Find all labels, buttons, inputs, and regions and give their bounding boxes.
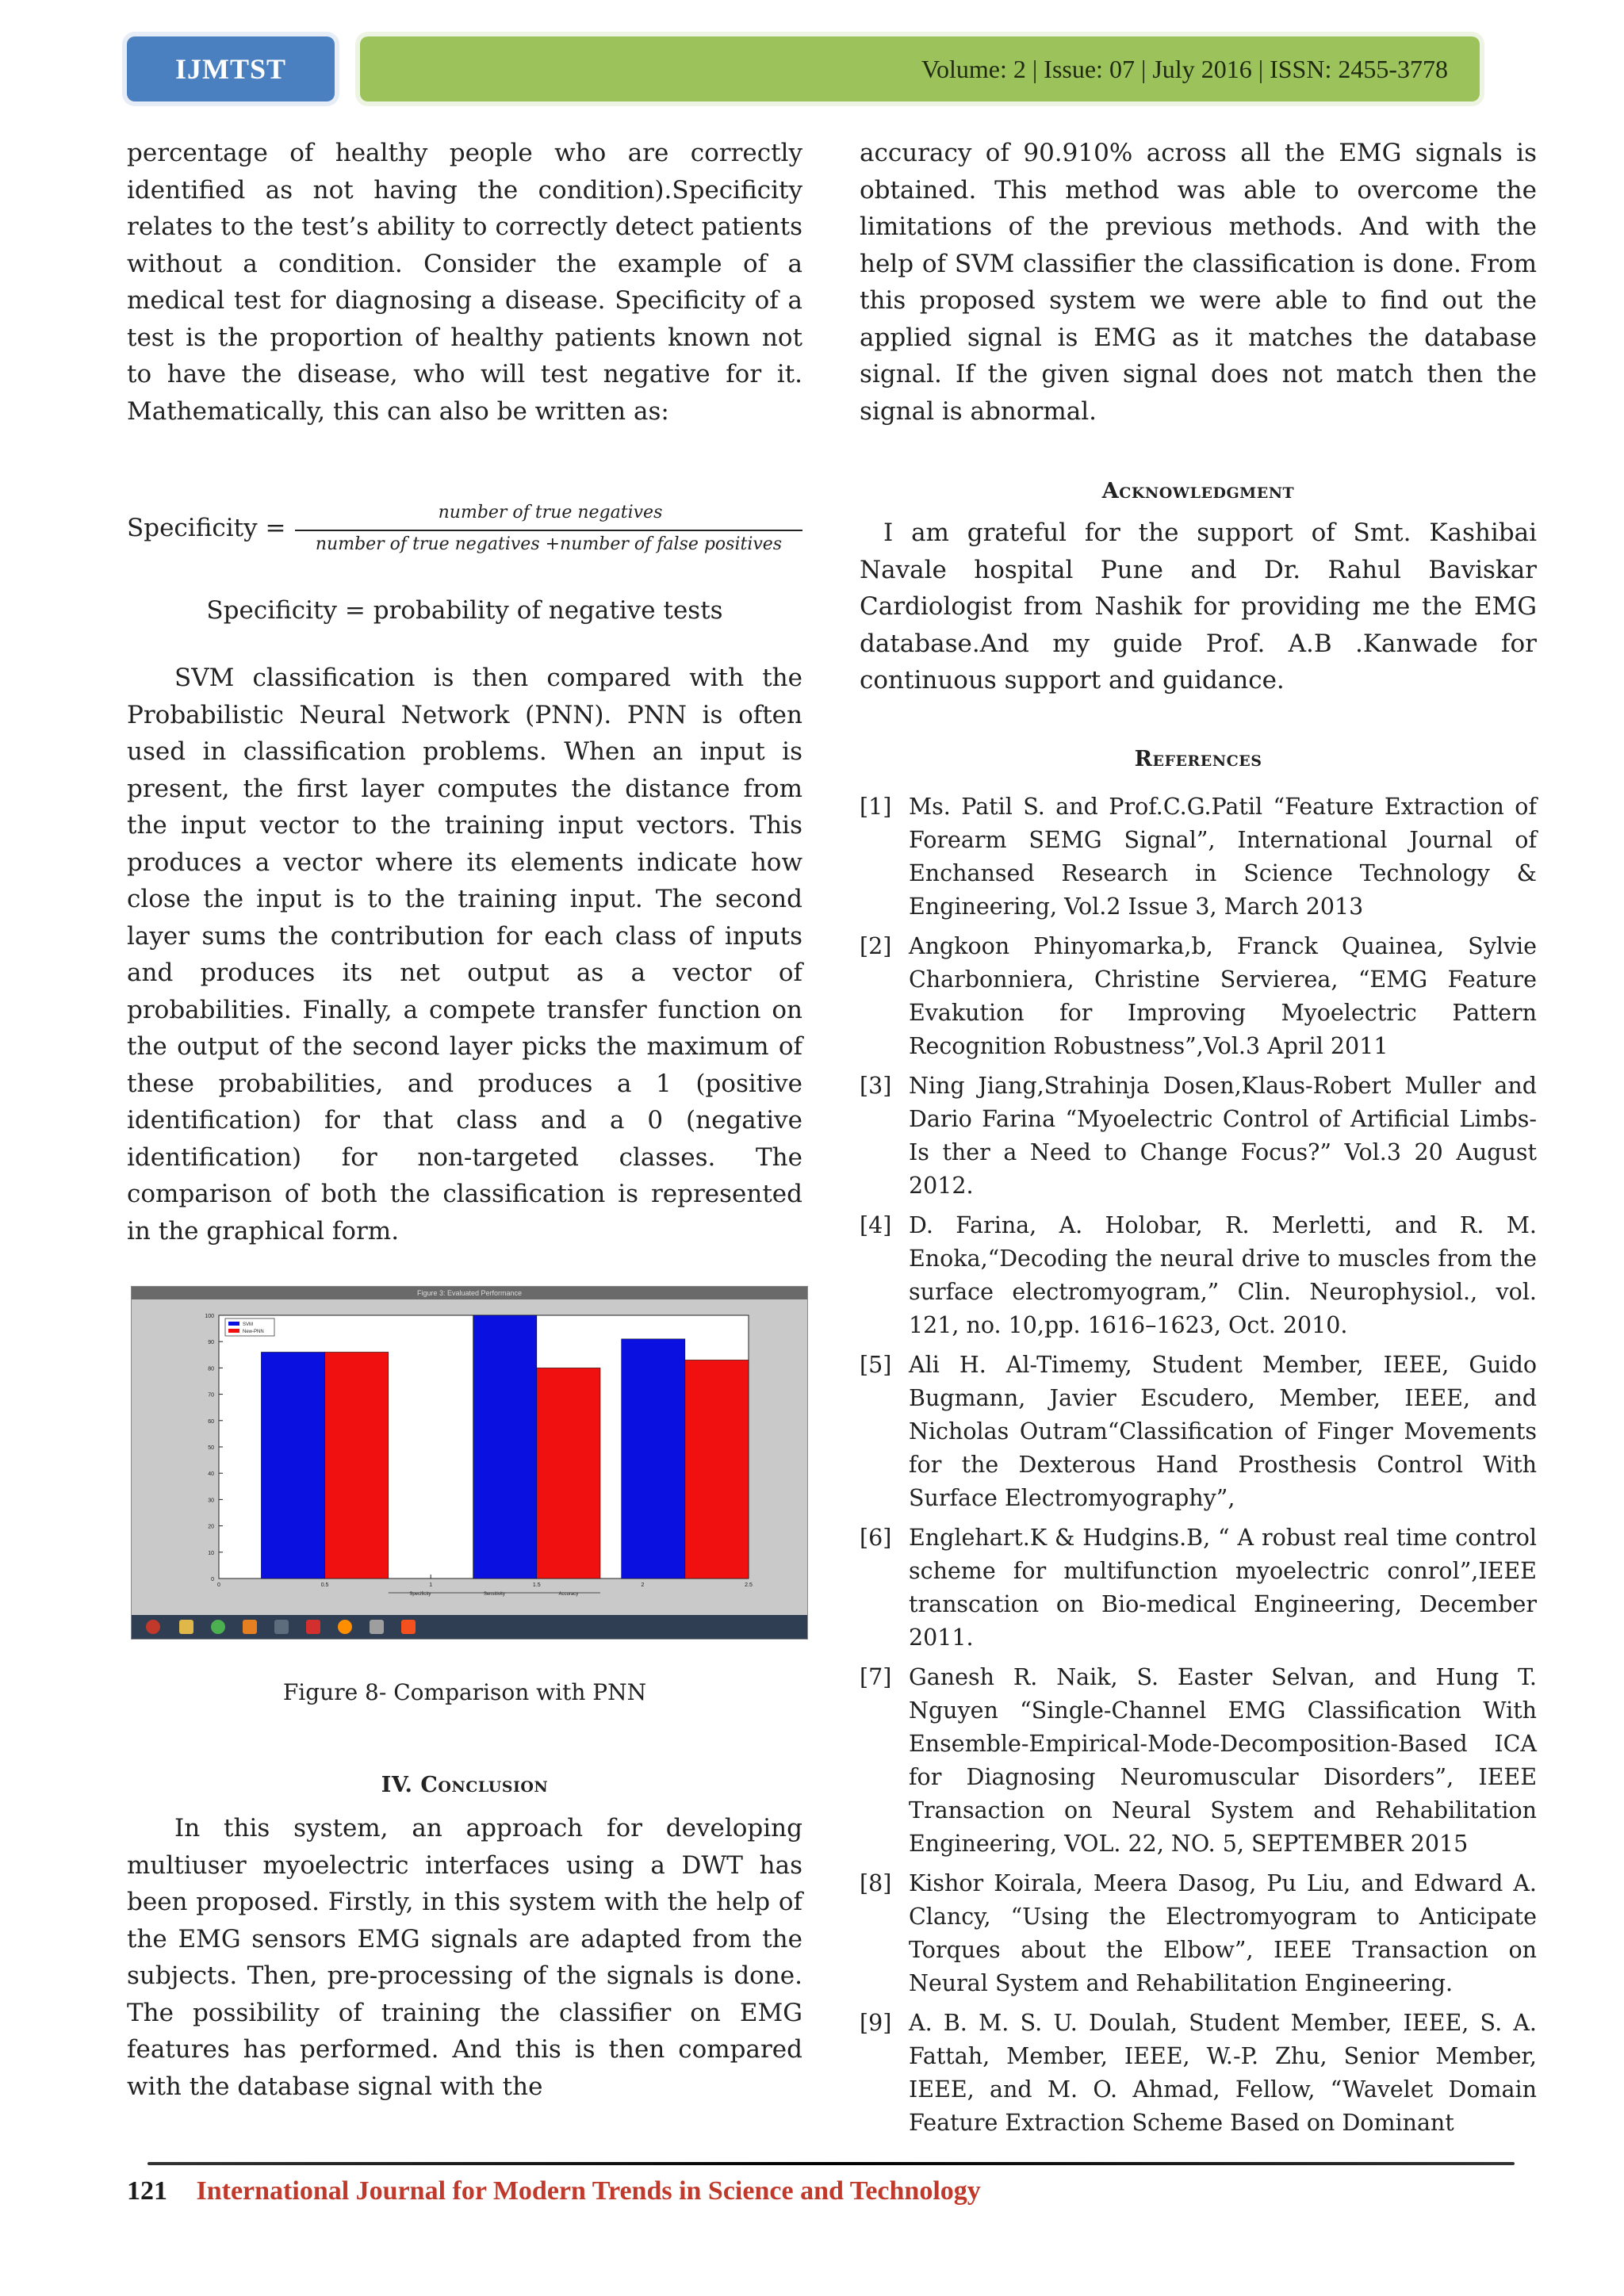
x-tick-label: 2.5 <box>745 1582 753 1588</box>
start-icon <box>146 1620 160 1634</box>
reference-item <box>860 1349 1537 1515</box>
bar-svm-sensitivity <box>473 1315 537 1578</box>
pdf-icon <box>306 1620 320 1634</box>
reference-text: Ms. Patil S. and Prof.C.G.Patil “Feature Extraction of Forearm SEMG Signal”, International Journal of Enchansed Research in Science Technology & Engineering, Vol.2 Issue 3, March 2013 <box>909 793 1537 920</box>
reference-text: Ning Jiang,Strahinja Dosen,Klaus-Robert Muller and Dario Farina “Myoelectric Control of Artificial Limbs-Is ther a Need to Change Focus?” Vol.3 20 August 2012. <box>909 1072 1537 1199</box>
bar-svm-specificity <box>261 1352 324 1578</box>
reference-text: D. Farina, A. Holobar, R. Merletti, and R. M. Enoka,“Decoding the neural drive to muscles from the surface electromyogram,” Clin. Neurophysiol., vol. 121, no. 10,pp. 1616–1623, Oct. 2010. <box>909 1211 1537 1338</box>
reference-text: Kishor Koirala, Meera Dasog, Pu Liu, and Edward A. Clancy, “Using the Electromyogram to Anticipate Torques about the Elbow”, IEEE Transaction on Neural System and Rehabilitation Engineering. <box>909 1869 1537 1996</box>
formula-denominator: number of true negatives +number of false positives <box>315 534 783 554</box>
right-paragraph-1: accuracy of 90.910% across all the EMG signals is obtained. This method was able to overcome the limitations of the previous methods. And with the help of SVM classifier the classification is done. From this proposed system we were able to find out the applied signal is EMG as it matches the database signal. If the given signal does not match then the signal is abnormal. <box>860 139 1537 426</box>
reference-item <box>860 1070 1537 1203</box>
reference-text: Angkoon Phinyomarka,b, Franck Quainea, Sylvie Charbonniera, Christine Servierea, “EMG Feature Evakution for Improving Myoelectric Pattern Recognition Robustness”,Vol.3 April 2011 <box>909 932 1537 1059</box>
legend-swatch <box>228 1322 239 1326</box>
bar-chart <box>132 1299 807 1615</box>
reference-number: [9] <box>860 2009 892 2036</box>
left-paragraph-1: percentage of healthy people who are correctly identified as not having the condition).Specificity relates to the test’s ability to correctly detect patients without a condition. Consider the example of a medical test for diagnosing a disease. Specificity of a test is the proportion of healthy patients known not to have the disease, who will test negative for it. Mathematically, this can also be written as: <box>127 139 802 426</box>
acknowledgment-paragraph: I am grateful for the support of Smt. Kashibai Navale hospital Pune and Dr. Rahul Baviskar Cardiologist from Nashik for providing me the EMG database.And my guide Prof. A.B .Kanwade for continuous support and guidance. <box>860 519 1537 695</box>
left-paragraph-2: SVM classification is then compared with the Probabilistic Neural Network (PNN). PNN is often used in classification problems. When an input is present, the first layer computes the distance from the input vector to the training input vectors. This produces a vector where its elements indicate how close the input is to the training input. The second layer sums the contribution for each class of inputs and produces its net output as a vector of probabilities. Finally, a compete transfer function on the output of the second layer picks the maximum of these probabilities, and produces a 1 (positive identification) for that class and a 0 (negative identification) for non-targeted classes. The comparison of both the classification is represented in the graphical form. <box>127 664 802 1246</box>
reference-number: [4] <box>860 1211 892 1238</box>
conclusion-section <box>127 1773 802 2105</box>
specificity-formula <box>127 499 802 563</box>
references-title: References <box>1134 746 1262 771</box>
formula-lhs: Specificity = <box>127 514 286 542</box>
figure-window-titlebar: Figure 3: Evaluated Performance <box>132 1287 807 1299</box>
journal-name: International Journal for Modern Trends in Science and Technology <box>196 2176 981 2206</box>
issue-info: Volume: 2 | Issue: 07 | July 2016 | ISSN: 2455-3778 <box>921 54 1448 83</box>
y-tick-label: 90 <box>208 1340 214 1346</box>
browser-icon <box>211 1620 225 1634</box>
figure-caption: Figure 8- Comparison with PNN <box>282 1679 647 1705</box>
tool-icon <box>370 1620 384 1634</box>
reference-item <box>860 2007 1537 2140</box>
reference-item <box>860 790 1537 924</box>
figure-evaluated-performance <box>131 1286 808 1640</box>
page-number: 121 <box>127 2176 167 2206</box>
reference-text: Ganesh R. Naik, S. Easter Selvan, and Hung T. Nguyen “Single-Channel EMG Classification With Ensemble-Empirical-Mode-Decomposition-Based ICA for Diagnosing Neuromuscular Disorders”, IEEE Transaction on Neural System and Rehabilitation Engineering, VOL. 22, NO. 5, SEPTEMBER 2015 <box>909 1663 1537 1857</box>
references-list <box>860 790 1537 2140</box>
legend-swatch <box>228 1329 239 1333</box>
reference-item <box>860 1661 1537 1861</box>
y-tick-label: 0 <box>211 1577 214 1582</box>
category-label: Accuracy <box>558 1592 579 1597</box>
y-tick-label: 60 <box>208 1418 214 1425</box>
x-tick-label: 2 <box>641 1582 645 1588</box>
reference-text: A. B. M. S. U. Doulah, Student Member, IEEE, S. A. Fattah, Member, IEEE, W.-P. Zhu, Senior Member, IEEE, and M. O. Ahmad, Fellow, “Wavelet Domain Feature Extraction Scheme Based on Dominant <box>909 2009 1537 2136</box>
reference-text: Ali H. Al-Timemy, Student Member, IEEE, Guido Bugmann, Javier Escudero, Member, IEEE, and Nicholas Outram“Classification of Finger Movements for the Dexterous Hand Prosthesis Control With Surface Electromyography”, <box>909 1351 1537 1511</box>
left-column-middle <box>127 660 802 1249</box>
reference-text: Englehart.K & Hudgins.B, “ A robust real time control scheme for multifunction myoelectric conrol”,IEEE transcation on Bio-medical Engineering, December 2011. <box>909 1524 1537 1651</box>
right-column <box>860 135 1537 2146</box>
reference-number: [8] <box>860 1869 892 1896</box>
reference-item <box>860 1521 1537 1655</box>
category-labels <box>389 1592 600 1597</box>
y-tick-label: 70 <box>208 1392 214 1399</box>
y-tick-label: 80 <box>208 1366 214 1372</box>
reference-number: [5] <box>860 1351 892 1378</box>
reference-item <box>860 1209 1537 1342</box>
footer <box>127 2176 981 2206</box>
reference-number: [7] <box>860 1663 892 1690</box>
reference-item <box>860 1867 1537 2000</box>
matlab-icon <box>401 1620 416 1634</box>
reference-number: [2] <box>860 932 892 959</box>
reference-item <box>860 930 1537 1063</box>
y-tick-label: 10 <box>208 1550 214 1556</box>
y-tick-label: 50 <box>208 1445 214 1451</box>
specificity-definition: Specificity = probability of negative tests <box>206 596 723 625</box>
issue-info-banner <box>360 36 1480 101</box>
x-tick-label: 0.5 <box>320 1582 329 1588</box>
bar-new-pnn-specificity <box>325 1352 389 1578</box>
left-column-top <box>127 135 802 430</box>
y-tick-label: 100 <box>205 1314 214 1319</box>
reference-number: [1] <box>860 793 892 820</box>
formula-numerator: number of true negatives <box>438 503 663 522</box>
legend <box>225 1318 274 1336</box>
conclusion-title: IV. Conclusion <box>381 1773 549 1797</box>
acknowledgment-title: Acknowledgment <box>1101 479 1295 503</box>
footer-rule <box>147 2162 1515 2165</box>
y-tick-label: 20 <box>208 1524 214 1530</box>
folder-icon <box>179 1620 193 1634</box>
y-tick-label: 40 <box>208 1471 214 1478</box>
firefox-icon <box>338 1620 352 1634</box>
journal-abbrev: IJMTST <box>174 53 287 85</box>
journal-abbrev-badge <box>127 36 335 101</box>
legend-label: SVM <box>243 1322 254 1327</box>
x-tick-label: 0 <box>217 1582 220 1588</box>
legend-label: New-PNN <box>243 1330 264 1334</box>
conclusion-paragraph: In this system, an approach for developing multiuser myoelectric interfaces using a DWT has been proposed. Firstly, in this system with the help of the EMG sensors EMG signals are adapted from the subjects. Then, pre-processing of the signals is done. The possibility of training the classifier on EMG features has performed. And this is then compared with the database signal with the <box>127 1814 802 2101</box>
reference-number: [3] <box>860 1072 892 1099</box>
bar-new-pnn-accuracy <box>685 1360 749 1578</box>
x-tick-label: 1 <box>429 1582 433 1588</box>
app-icon <box>274 1620 289 1634</box>
category-label: Sensitivity <box>483 1592 505 1597</box>
x-tick-label: 1.5 <box>532 1582 541 1588</box>
media-icon <box>243 1620 257 1634</box>
bar-svm-accuracy <box>622 1339 685 1578</box>
y-tick-label: 30 <box>208 1498 214 1504</box>
reference-number: [6] <box>860 1524 892 1551</box>
fraction-bar <box>295 530 802 531</box>
taskbar <box>132 1615 807 1639</box>
category-label: Specificity <box>409 1592 431 1597</box>
bar-new-pnn-sensitivity <box>537 1368 600 1578</box>
